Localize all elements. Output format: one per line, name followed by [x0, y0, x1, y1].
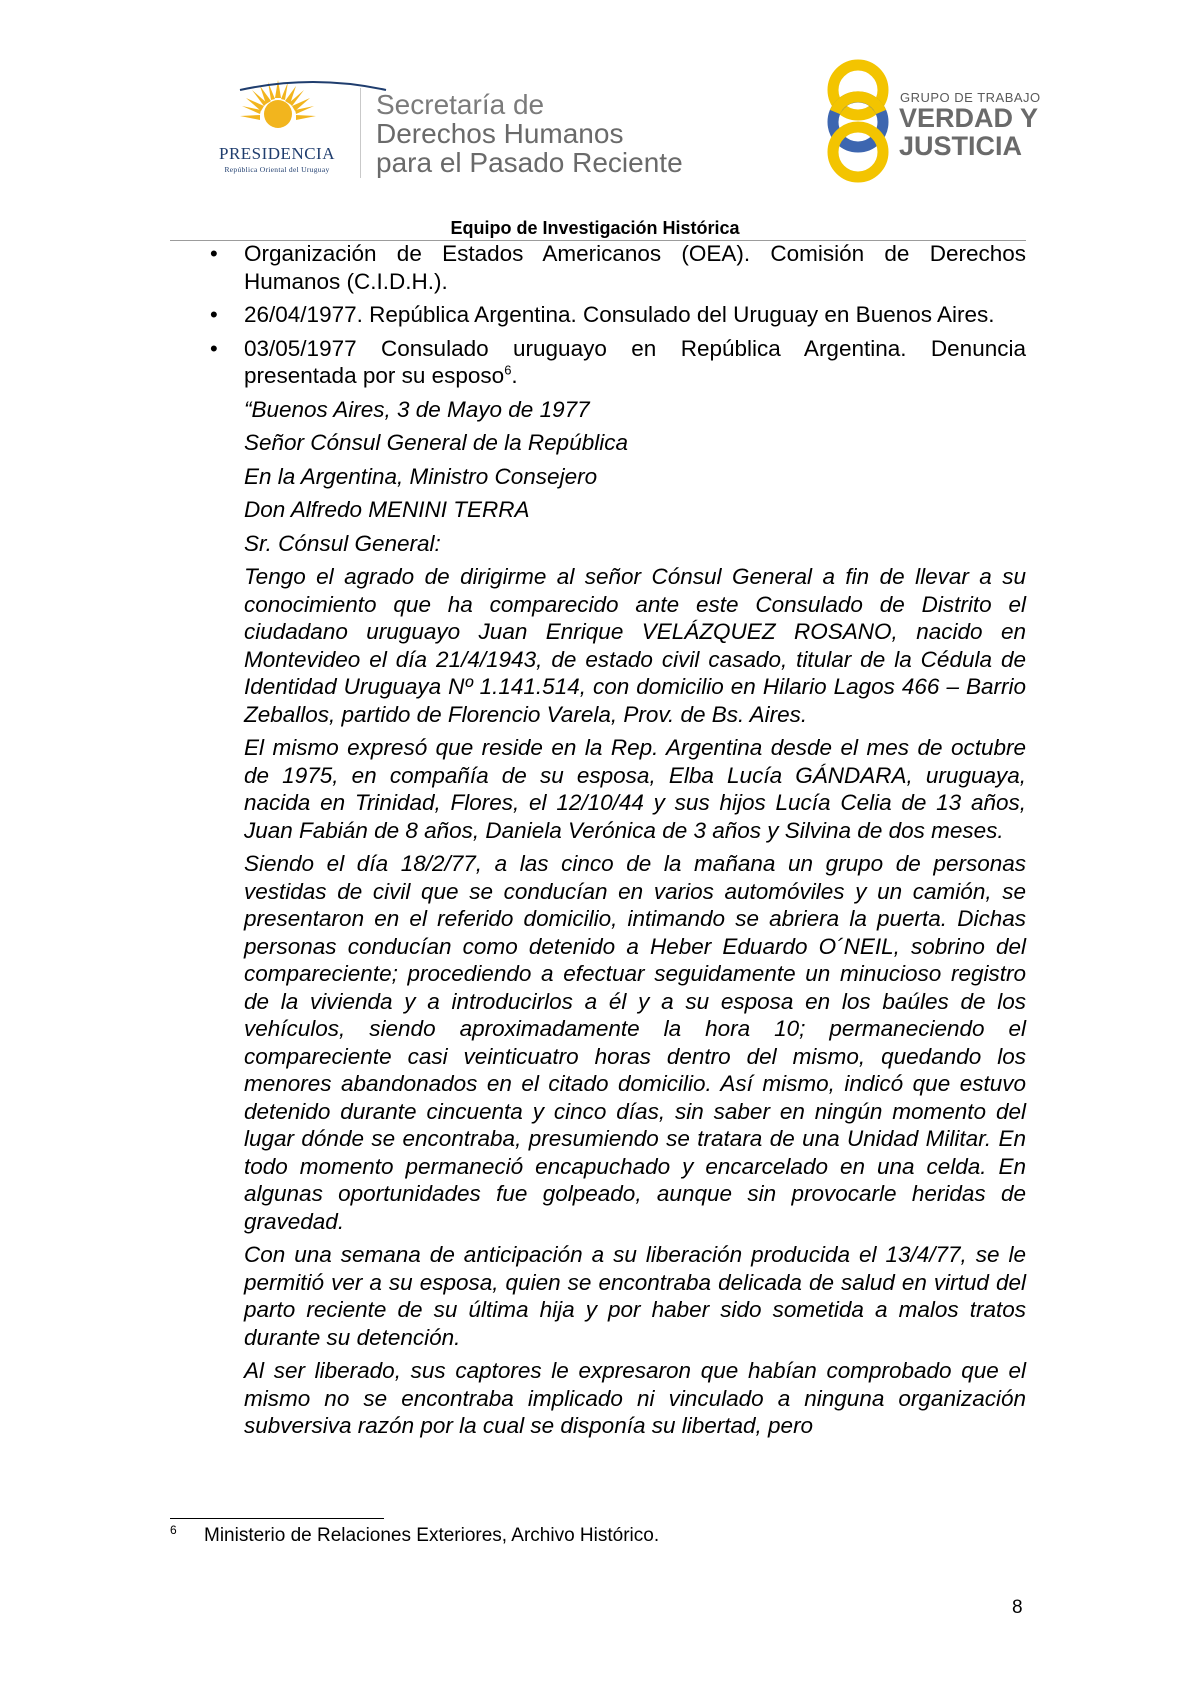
- bullet-icon: •: [210, 302, 218, 327]
- document-body: [210, 240, 1026, 1446]
- bullet-text: 26/04/1977. República Argentina. Consulado del Uruguay en Buenos Aires.: [244, 302, 995, 327]
- letter-paragraph: Con una semana de anticipación a su liberación producida el 13/4/77, se le permitió ver a su esposa, quien se encontraba delicada de salud en virtud del parto reciente de su última hija y por haber sido sometida a malos tratos durante su detención.: [244, 1242, 1026, 1350]
- letter-salutation: Sr. Cónsul General:: [244, 530, 441, 556]
- presidencia-logo: [198, 78, 356, 178]
- secretaria-line-1: Secretaría de: [376, 89, 545, 120]
- bullet-icon: •: [210, 335, 218, 361]
- letter-paragraph: Al ser liberado, sus captores le expresaron que habían comprobado que el mismo no se encontraba implicado ni vinculado a ninguna organización subversiva razón por la cual se disponía su libertad, pero: [244, 1358, 1026, 1438]
- letter-paragraph: Siendo el día 18/2/77, a las cinco de la mañana un grupo de personas vestidas de civil que se conducían en varios automóviles y un camión, se presentaron en el referido domicilio, intimando se abriera la puerta. Dichas personas conducían como detenido a Heber Eduardo O´NEIL, sobrino del compareciente; procediendo a efectuar seguidamente un minucioso registro de la vivienda y a introducirlos a él y a su esposa en los baúles de los vehículos, siendo aproximadamente la hora 10; permaneciendo el compareciente casi veinticuatro horas dentro del mismo, quedando los menores abandonados en el citado domicilio. Así mismo, indicó que estuvo detenido durante cincuenta y cinco días, sin saber en ningún momento del lugar dónde se encontraba, presumiendo se tratara de una Unidad Militar. En todo momento permaneció encapuchado y encarcelado en una celda. En algunas oportunidades fue golpeado, aunque sin provocarle heridas de gravedad.: [244, 851, 1026, 1234]
- footnote-rule: [170, 1518, 384, 1519]
- letter-addressee: En la Argentina, Ministro Consejero: [244, 463, 598, 489]
- bullet-text: 03/05/1977 Consulado uruguayo en República Argentina. Denuncia presentada por su esposo: [244, 335, 1026, 388]
- bullet-item: [210, 301, 1026, 329]
- bullet-text: Organización de Estados Americanos (OEA). Comisión de Derechos Humanos (C.I.D.H.).: [244, 241, 1026, 294]
- page-header: [0, 0, 1190, 220]
- bullet-text-end: .: [511, 363, 518, 388]
- bullet-icon: •: [210, 241, 218, 266]
- gtvj-title: [899, 104, 1038, 160]
- presidencia-subtitle: República Oriental del Uruguay: [224, 165, 330, 174]
- secretaria-line-3: para el Pasado Reciente: [376, 147, 683, 178]
- verdad-justicia-logo: [822, 56, 1062, 186]
- team-title: Equipo de Investigación Histórica: [450, 218, 740, 238]
- footnote-reference: 6: [504, 362, 512, 378]
- gtvj-title-line-1: VERDAD Y: [899, 103, 1039, 133]
- letter-paragraph: El mismo expresó que reside en la Rep. Argentina desde el mes de octubre de 1975, en compañía de su esposa, Elba Lucía GÁNDARA, uruguaya, nacida en Trinidad, Flores, el 12/10/44 y sus hijos Lucía Celia de 13 años, Juan Fabián de 8 años, Daniela Verónica de 3 años y Silvina de dos meses.: [244, 735, 1026, 843]
- bullet-item: [210, 335, 1026, 390]
- horizon-arc-icon: [238, 78, 388, 92]
- gtvj-subtitle: GRUPO DE TRABAJO: [900, 90, 1041, 105]
- secretaria-title: [376, 90, 683, 177]
- letter-date: “Buenos Aires, 3 de Mayo de 1977: [244, 396, 590, 422]
- letter-addressee: Don Alfredo MENINI TERRA: [244, 497, 530, 522]
- header-divider: [360, 88, 361, 178]
- footnote-text: Ministerio de Relaciones Exteriores, Archivo Histórico.: [204, 1525, 660, 1546]
- secretaria-line-2: Derechos Humanos: [376, 118, 624, 149]
- page-number: 8: [1012, 1597, 1023, 1618]
- quoted-letter: [244, 396, 1026, 1440]
- letter-addressee: Señor Cónsul General de la República: [244, 430, 628, 455]
- footnote-number: 6: [170, 1523, 177, 1537]
- gtvj-title-line-2: JUSTICIA: [899, 131, 1023, 161]
- presidencia-label: PRESIDENCIA: [218, 144, 335, 163]
- letter-paragraph: Tengo el agrado de dirigirme al señor Cónsul General a fin de llevar a su conocimiento que ha comparecido ante este Consulado de Distrito el ciudadano uruguayo Juan Enrique VELÁZQUEZ ROSANO, nacido en Montevideo el día 21/4/1943, de estado civil casado, titular de la Cédula de Identidad Uruguaya Nº 1.141.514, con domicilio en Hilario Lagos 466 – Barrio Zeballos, partido de Florencio Varela, Prov. de Bs. Aires.: [244, 564, 1026, 727]
- interlocking-rings-icon: [822, 56, 898, 186]
- bullet-item: [210, 240, 1026, 295]
